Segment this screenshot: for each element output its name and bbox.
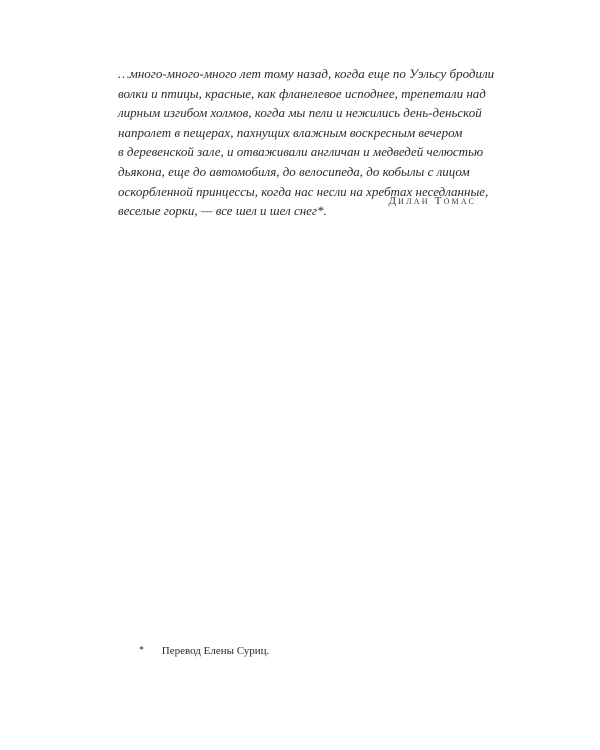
epigraph-author: Дилан Томас (388, 195, 476, 207)
footnote-text: Перевод Елены Суриц. (161, 645, 270, 657)
epigraph-line: в деревенской зале, и отваживали англичан и медведей челюстью (118, 144, 484, 160)
footnote (139, 645, 269, 657)
epigraph-line: лирным изгибом холмов, когда мы пели и нежились день-деньской (118, 105, 482, 121)
epigraph-line: дьякона, еще до автомобиля, до велосипеда, до кобылы с лицом (118, 163, 470, 179)
epigraph-line: веселые горки, — все шел и шел снег*. (118, 203, 327, 219)
epigraph-line: волки и птицы, красные, как фланелевое исподнее, трепетали над (118, 85, 486, 101)
epigraph-line: …много-много-много лет тому назад, когда еще по Уэльсу бродили (118, 66, 495, 81)
epigraph-line: оскорбленной принцессы, когда нас несли на хребтах неседланные, (118, 183, 489, 199)
footnote-mark: * (139, 645, 144, 656)
epigraph-line: напролет в пещерах, пахнущих влажным воскресным вечером (118, 124, 463, 140)
